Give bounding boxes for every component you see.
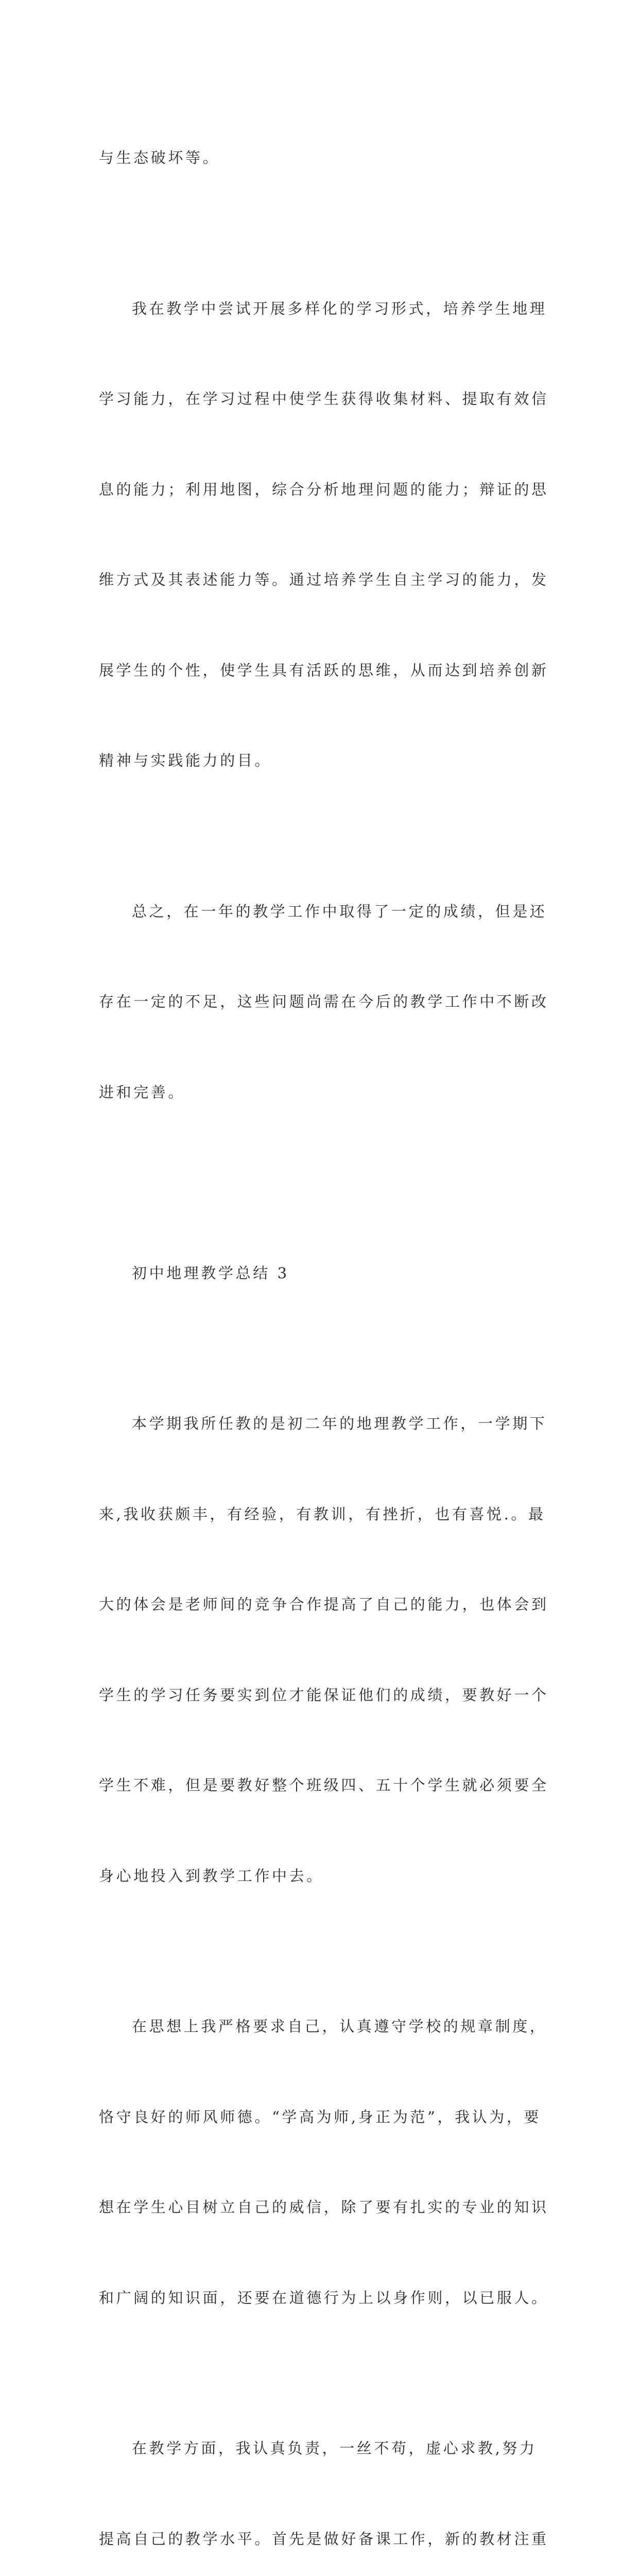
text-line: 学生的学习任务要实到位才能保证他们的成绩，要教好一个 [99,1686,549,1704]
text-line: 精神与实践能力的目。 [99,752,272,769]
paragraph-semester-intro [99,1348,549,1951]
text-line: 进和完善。 [99,1083,186,1101]
section-heading-text: 初中地理教学总结 3 [132,1264,289,1282]
text-line: 本学期我所任教的是初二年的地理教学工作，一学期下 [132,1415,547,1432]
text-line: 与生态破坏等。 [99,149,220,166]
text-line: 我在教学中尝试开展多样化的学习形式，培养学生地理 [132,299,547,317]
text-line: 身心地投入到教学工作中去。 [99,1867,324,1885]
paragraph-learning-forms [99,233,549,836]
section-heading [99,1198,542,1349]
text-line: 和广阔的知识面，还要在道德行为上以身作则，以已服人。 [99,2289,549,2307]
text-line: 在思想上我严格要求自己，认真遵守学校的规章制度， [132,2018,547,2035]
text-line: 学习能力，在学习过程中使学生获得收集材料、提取有效信 [99,390,549,408]
text-line: 息的能力；利用地图，综合分析地理问题的能力；辩证的思 [99,480,549,498]
text-line: 学生不难，但是要教好整个班级四、五十个学生就必须要全 [99,1776,549,1794]
paragraph-continuation [99,82,542,233]
text-line: 存在一定的不足，这些问题尚需在今后的教学工作中不断改 [99,993,549,1010]
text-line: 展学生的个性，使学生具有活跃的思维，从而达到培养创新 [99,661,549,679]
text-line: 提高自己的教学水平。首先是做好备课工作，新的教材注重 [99,2530,549,2548]
text-line: 维方式及其表述能力等。通过培养学生自主学习的能力，发 [99,571,549,588]
paragraph-summary [99,836,549,1168]
text-line: 想在学生心目树立自己的威信，除了要有扎实的专业的知识 [99,2198,549,2216]
blank-line [99,1167,542,1198]
text-line: 大的体会是老师间的竞争合作提高了自己的能力，也体会到 [99,1596,549,1613]
paragraph-ideology [99,1951,549,2373]
text-line: 总之，在一年的教学工作中取得了一定的成绩，但是还 [132,902,547,920]
paragraph-teaching [99,2373,549,2576]
text-line: 恪守良好的师风师德。“学高为师,身正为范”，我认为，要 [99,2108,542,2126]
text-line: 在教学方面，我认真负责，一丝不苟，虚心求教,努力 [132,2439,537,2457]
document-body [99,82,549,2576]
text-line: 来,我收获颇丰，有经验，有教训，有挫折，也有喜悦.。最 [99,1505,546,1523]
